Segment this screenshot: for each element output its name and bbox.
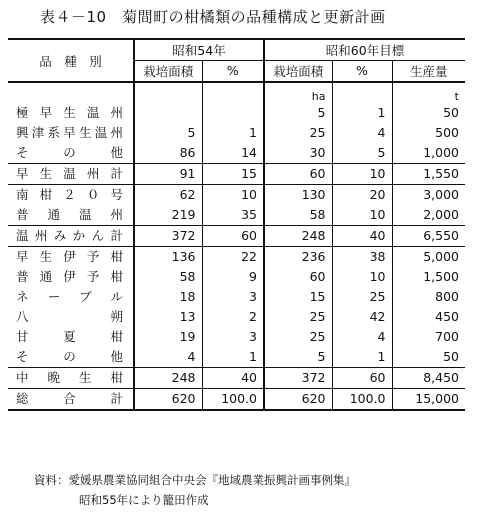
cell-p54: 60 — [202, 226, 264, 247]
cell-p54: 35 — [202, 205, 264, 226]
pct-60-header: % — [332, 60, 392, 82]
table-row — [8, 123, 465, 143]
cell-p54: 1 — [202, 123, 264, 143]
cell-prod: 50 — [392, 347, 465, 368]
s60-header: 昭和60年目標 — [264, 39, 465, 60]
header-row-1 — [8, 39, 465, 60]
cell-p60: 10 — [332, 267, 392, 287]
cell-prod: 500 — [392, 123, 465, 143]
cell-p60: 10 — [332, 164, 392, 185]
cell-p60: 20 — [332, 185, 392, 206]
cell-a60: 25 — [264, 123, 332, 143]
cell-p54 — [202, 103, 264, 123]
unit-row — [8, 91, 465, 103]
cell-a54: 62 — [134, 185, 202, 206]
variety-name: 温州みかん計 — [8, 226, 134, 247]
cell-p54: 1 — [202, 347, 264, 368]
cell-p54: 15 — [202, 164, 264, 185]
table-title: 表４－10 菊間町の柑橘類の品種構成と更新計画 — [40, 8, 386, 26]
cell-p54: 14 — [202, 143, 264, 164]
unit-t: t — [392, 91, 465, 103]
cell-p54: 22 — [202, 247, 264, 268]
cell-p54: 2 — [202, 307, 264, 327]
cell-prod: 50 — [392, 103, 465, 123]
source-line-2: 昭和55年により籠田作成 — [79, 493, 209, 507]
variety-name: 普通伊予柑 — [16, 269, 123, 284]
cell-p60: 4 — [332, 327, 392, 347]
cell-a54: 372 — [134, 226, 202, 247]
table-row — [8, 267, 465, 287]
prod-60-header: 生産量 — [392, 60, 465, 82]
cell-p54: 100.0 — [202, 389, 264, 411]
table-row — [8, 185, 465, 206]
variety-name: 甘 夏 柑 — [16, 329, 123, 344]
table-row — [8, 103, 465, 123]
cell-prod: 3,000 — [392, 185, 465, 206]
cell-a60: 620 — [264, 389, 332, 411]
cell-a54: 19 — [134, 327, 202, 347]
variety-name: 南柑２０号 — [8, 185, 134, 206]
table-row — [8, 368, 465, 389]
table-row — [8, 327, 465, 347]
cell-a60: 248 — [264, 226, 332, 247]
variety-name: 中晩生柑 — [8, 368, 134, 389]
cell-a54: 4 — [134, 347, 202, 368]
cell-prod: 2,000 — [392, 205, 465, 226]
cell-a54: 620 — [134, 389, 202, 411]
table-row — [8, 164, 465, 185]
area-54-header: 栽培面積 — [134, 60, 202, 82]
variety-table — [8, 38, 465, 411]
cell-prod: 15,000 — [392, 389, 465, 411]
area-60-header: 栽培面積 — [264, 60, 332, 82]
source-note — [34, 470, 356, 510]
cell-a60: 60 — [264, 267, 332, 287]
cell-prod: 800 — [392, 287, 465, 307]
variety-header: 品 種 別 — [39, 53, 102, 69]
variety-name: 早生温州計 — [8, 164, 134, 185]
cell-a60: 58 — [264, 205, 332, 226]
table-row — [8, 226, 465, 247]
cell-a60: 372 — [264, 368, 332, 389]
cell-prod: 8,450 — [392, 368, 465, 389]
cell-p60: 38 — [332, 247, 392, 268]
cell-a54: 91 — [134, 164, 202, 185]
cell-a54: 13 — [134, 307, 202, 327]
cell-a54: 86 — [134, 143, 202, 164]
s54-header: 昭和54年 — [134, 39, 264, 60]
variety-name: 早生伊予柑 — [8, 247, 134, 268]
cell-a60: 130 — [264, 185, 332, 206]
cell-p60: 60 — [332, 368, 392, 389]
variety-name: そ の 他 — [16, 349, 123, 364]
cell-p54: 3 — [202, 327, 264, 347]
variety-name: 興津系早生温州 — [16, 125, 123, 140]
cell-a60: 25 — [264, 307, 332, 327]
cell-prod: 5,000 — [392, 247, 465, 268]
table-row — [8, 287, 465, 307]
cell-prod: 1,500 — [392, 267, 465, 287]
spacer-row — [8, 82, 465, 91]
cell-p60: 100.0 — [332, 389, 392, 411]
cell-p60: 1 — [332, 347, 392, 368]
cell-prod: 6,550 — [392, 226, 465, 247]
pct-54-header: % — [202, 60, 264, 82]
variety-name: 極早生温州 — [16, 105, 123, 120]
table-row — [8, 205, 465, 226]
cell-a60: 30 — [264, 143, 332, 164]
cell-p60: 42 — [332, 307, 392, 327]
cell-a54: 219 — [134, 205, 202, 226]
cell-prod: 1,000 — [392, 143, 465, 164]
cell-a54: 18 — [134, 287, 202, 307]
table-row — [8, 389, 465, 411]
cell-p60: 40 — [332, 226, 392, 247]
table-row — [8, 347, 465, 368]
variety-name: 総 合 計 — [8, 389, 134, 411]
table-row — [8, 307, 465, 327]
variety-name: そ の 他 — [16, 145, 123, 160]
cell-a60: 236 — [264, 247, 332, 268]
cell-p60: 10 — [332, 205, 392, 226]
table-row — [8, 143, 465, 164]
variety-name: 八 朔 — [16, 309, 123, 324]
cell-p54: 10 — [202, 185, 264, 206]
cell-p60: 5 — [332, 143, 392, 164]
cell-a54: 136 — [134, 247, 202, 268]
table-row — [8, 247, 465, 268]
source-line-1: 資料：愛媛県農業協同組合中央会『地域農業振興計画事例集』 — [34, 473, 356, 487]
cell-prod: 450 — [392, 307, 465, 327]
cell-a54: 58 — [134, 267, 202, 287]
cell-p54: 40 — [202, 368, 264, 389]
unit-ha: ha — [264, 91, 332, 103]
cell-a54: 5 — [134, 123, 202, 143]
variety-name: 普通温州 — [16, 207, 123, 222]
cell-p60: 1 — [332, 103, 392, 123]
cell-p54: 3 — [202, 287, 264, 307]
cell-p54: 9 — [202, 267, 264, 287]
cell-a54 — [134, 103, 202, 123]
cell-prod: 700 — [392, 327, 465, 347]
cell-a54: 248 — [134, 368, 202, 389]
cell-p60: 4 — [332, 123, 392, 143]
cell-a60: 5 — [264, 103, 332, 123]
cell-a60: 5 — [264, 347, 332, 368]
cell-a60: 15 — [264, 287, 332, 307]
variety-name: ネーブル — [16, 289, 123, 304]
cell-a60: 60 — [264, 164, 332, 185]
cell-p60: 25 — [332, 287, 392, 307]
cell-a60: 25 — [264, 327, 332, 347]
cell-prod: 1,550 — [392, 164, 465, 185]
